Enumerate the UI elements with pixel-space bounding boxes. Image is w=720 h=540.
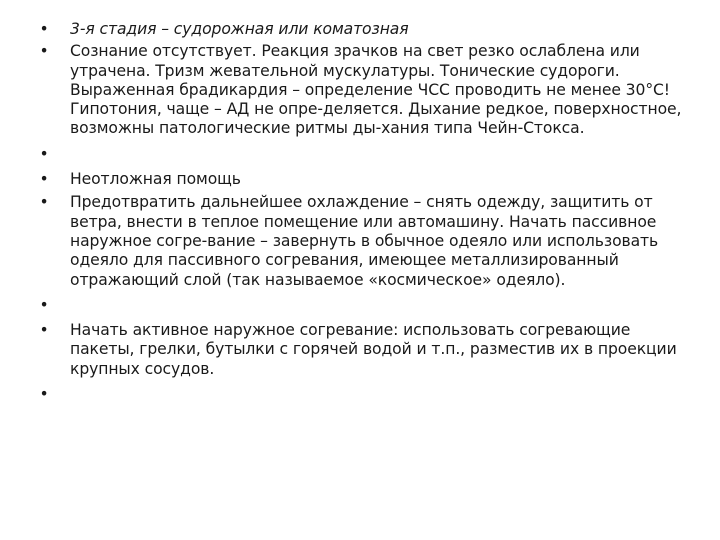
- bullet-icon: •: [39, 295, 49, 314]
- bullet-item-empty: [38, 145, 688, 164]
- bullet-item-passive-warming: [38, 193, 688, 289]
- bullet-item-empty: [38, 385, 688, 404]
- bullet-icon: •: [39, 144, 49, 163]
- bullet-text: Предотвратить дальнейшее охлаждение – снять одежду, защитить от ветра, внести в теплое помещение или автомашину. Начать пассивное наружное согре-вание – завернуть в обычное одеяло или использовать одеяло для пассивного согревания, имеющее металлизированный отражающий слой (так называемое «космическое» одеяло).: [70, 193, 659, 289]
- bullet-text: Сознание отсутствует. Реакция зрачков на свет резко ослаблена или утрачена. Тризм жевательной мускулатуры. Тонические судороги. Выраженная брадикардия – определение ЧСС проводить не менее 30°С! Гипотония, чаще – АД не опре-деляется. Дыхание редкое, поверхностное, возможны патологические ритмы ды-хания типа Чейн-Стокса.: [70, 42, 682, 138]
- bullet-item-symptoms: [38, 42, 688, 138]
- bullet-item-empty: [38, 296, 688, 315]
- bullet-icon: •: [39, 321, 49, 340]
- bullet-icon: •: [39, 385, 49, 404]
- bullet-item-emergency-heading: [38, 170, 688, 189]
- bullet-text: Начать активное наружное согревание: использовать согревающие пакеты, грелки, бутылки с горячей водой и т.п., разместив их в проекции крупных сосудов.: [70, 321, 677, 378]
- bullet-icon: •: [39, 193, 49, 212]
- bullet-item-stage: [38, 20, 688, 39]
- bullet-text: Неотложная помощь: [70, 170, 241, 189]
- bullet-icon: •: [39, 42, 49, 61]
- bullet-icon: •: [39, 20, 49, 38]
- bullet-icon: •: [39, 170, 49, 189]
- bullet-list: [38, 20, 688, 407]
- bullet-text: 3-я стадия – судорожная или коматозная: [70, 20, 409, 38]
- bullet-item-active-warming: [38, 321, 688, 379]
